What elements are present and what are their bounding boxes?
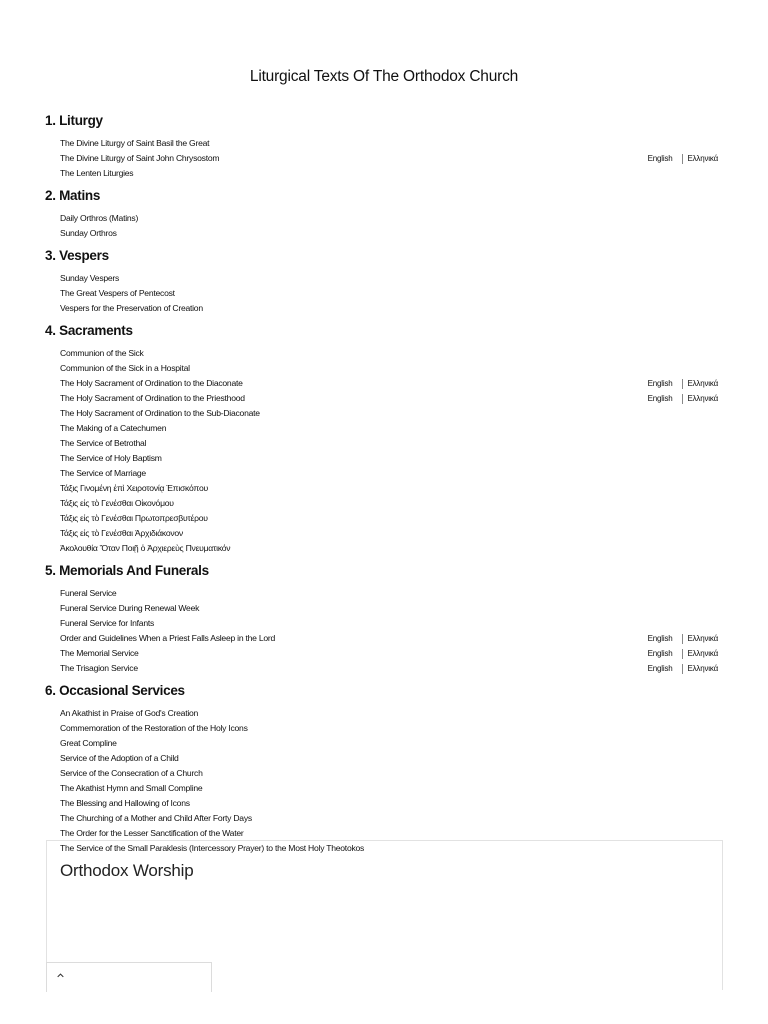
list-item [45, 736, 725, 751]
document-link[interactable]: Funeral Service During Renewal Week [60, 603, 200, 613]
list-item [45, 481, 725, 496]
page-title: Liturgical Texts Of The Orthodox Church [249, 68, 519, 85]
language-separator [682, 154, 683, 164]
section-heading: 5. Memorials And Funerals [45, 563, 209, 578]
list-item [45, 826, 725, 841]
document-link[interactable]: Ἀκολουθία Ὅταν Ποιῇ ὁ Ἀρχιερεὺς Πνευματικόν [60, 543, 231, 553]
list-item [45, 286, 725, 301]
section-4 [45, 322, 725, 556]
list-item [45, 451, 725, 466]
chevron-up-icon [57, 972, 64, 979]
language-separator [682, 379, 683, 389]
document-link[interactable]: Τάξις Γινομένη ἐπὶ Χειροτονίᾳ Ἐπισκόπου [60, 483, 208, 493]
document-link[interactable]: The Service of Holy Baptism [60, 453, 162, 463]
document-link[interactable]: The Order for the Lesser Sanctification of the Water [60, 828, 244, 838]
document-link[interactable]: Τάξις εἰς τὸ Γενέσθαι Πρωτοπρεσβυτέρου [60, 513, 208, 523]
document-link[interactable]: Sunday Orthros [60, 228, 117, 238]
section-5 [45, 562, 725, 676]
document-link[interactable]: The Holy Sacrament of Ordination to the Diaconate [60, 378, 243, 388]
document-link[interactable]: The Service of Marriage [60, 468, 146, 478]
section-2 [45, 187, 725, 241]
document-link[interactable]: The Holy Sacrament of Ordination to the Sub-Diaconate [60, 408, 260, 418]
list-item [45, 661, 725, 676]
list-item [45, 406, 725, 421]
language-links [648, 151, 718, 166]
section-heading: 2. Matins [45, 188, 101, 203]
list-item [45, 436, 725, 451]
english-link[interactable]: English [647, 649, 673, 658]
list-item [45, 376, 725, 391]
document-link[interactable]: Service of the Consecration of a Church [60, 768, 203, 778]
document-link[interactable]: Τάξις εἰς τὸ Γενέσθαι Ἀρχιδιάκονον [60, 528, 183, 538]
list-item [45, 781, 725, 796]
section-items [45, 211, 725, 241]
list-item [45, 361, 725, 376]
document-link[interactable]: Service of the Adoption of a Child [60, 753, 179, 763]
list-item [45, 226, 725, 241]
section-items [45, 706, 725, 856]
document-link[interactable]: Funeral Service [60, 588, 117, 598]
list-item [45, 631, 725, 646]
document-link[interactable]: Sunday Vespers [60, 273, 120, 283]
list-item [45, 706, 725, 721]
greek-link[interactable]: Ελληνικά [687, 649, 718, 658]
orthodox-worship-title: Orthodox Worship [60, 861, 194, 880]
greek-link[interactable]: Ελληνικά [687, 664, 718, 673]
document-link[interactable]: The Blessing and Hallowing of Icons [60, 798, 190, 808]
list-item [45, 346, 725, 361]
list-item [45, 796, 725, 811]
language-links [648, 661, 718, 676]
section-heading: 4. Sacraments [45, 323, 133, 338]
section-heading: 1. Liturgy [45, 113, 103, 128]
list-item [45, 301, 725, 316]
list-item [45, 496, 725, 511]
document-link[interactable]: Communion of the Sick in a Hospital [60, 363, 190, 373]
document-link[interactable]: The Divine Liturgy of Saint John Chrysostom [60, 153, 220, 163]
document-link[interactable]: Daily Orthros (Matins) [60, 213, 139, 223]
list-item [45, 466, 725, 481]
document-link[interactable]: Great Compline [60, 738, 117, 748]
document-link[interactable]: The Memorial Service [60, 648, 139, 658]
document-link[interactable]: The Making of a Catechumen [60, 423, 167, 433]
document-link[interactable]: Vespers for the Preservation of Creation [60, 303, 203, 313]
english-link[interactable]: English [647, 154, 673, 163]
section-items [45, 346, 725, 556]
list-item [45, 166, 725, 181]
document-link[interactable]: The Lenten Liturgies [60, 168, 134, 178]
list-item [45, 601, 725, 616]
list-item [45, 151, 725, 166]
english-link[interactable]: English [647, 634, 673, 643]
list-item [45, 391, 725, 406]
list-item [45, 271, 725, 286]
language-links [648, 646, 718, 661]
list-item [45, 511, 725, 526]
document-link[interactable]: Τάξις εἰς τὸ Γενέσθαι Οἰκονόμου [60, 498, 174, 508]
language-links [648, 376, 718, 391]
list-item [45, 616, 725, 631]
section-heading: 6. Occasional Services [45, 683, 185, 698]
list-item [45, 751, 725, 766]
liturgical-texts-list [45, 112, 725, 856]
english-link[interactable]: English [647, 394, 673, 403]
list-item [45, 646, 725, 661]
list-item [45, 586, 725, 601]
language-links [648, 631, 718, 646]
greek-link[interactable]: Ελληνικά [687, 154, 718, 163]
section-items [45, 136, 725, 181]
greek-link[interactable]: Ελληνικά [687, 379, 718, 388]
section-items [45, 586, 725, 676]
document-link[interactable]: The Akathist Hymn and Small Compline [60, 783, 203, 793]
list-item [45, 811, 725, 826]
section-items [45, 271, 725, 316]
document-link[interactable]: The Great Vespers of Pentecost [60, 288, 175, 298]
section-1 [45, 112, 725, 181]
language-separator [682, 634, 683, 644]
section-heading: 3. Vespers [45, 248, 109, 263]
document-link[interactable]: The Trisagion Service [60, 663, 138, 673]
list-item [45, 766, 725, 781]
list-item [45, 721, 725, 736]
language-separator [682, 649, 683, 659]
document-link[interactable]: The Service of Betrothal [60, 438, 147, 448]
document-link[interactable]: The Service of the Small Paraklesis (Intercessory Prayer) to the Most Holy Theotokos [60, 843, 365, 853]
document-link[interactable]: The Divine Liturgy of Saint Basil the Great [60, 138, 210, 148]
section-6 [45, 682, 725, 856]
document-link[interactable]: Communion of the Sick [60, 348, 144, 358]
language-links [648, 391, 718, 406]
document-link[interactable]: The Holy Sacrament of Ordination to the Priesthood [60, 393, 245, 403]
back-to-top-button[interactable] [46, 962, 212, 992]
document-link[interactable]: An Akathist in Praise of God's Creation [60, 708, 199, 718]
list-item [45, 421, 725, 436]
list-item [45, 211, 725, 226]
english-link[interactable]: English [647, 379, 673, 388]
list-item [45, 136, 725, 151]
language-separator [682, 394, 683, 404]
document-link[interactable]: Order and Guidelines When a Priest Falls Asleep in the Lord [60, 633, 276, 643]
list-item [45, 541, 725, 556]
greek-link[interactable]: Ελληνικά [687, 394, 718, 403]
document-link[interactable]: Commemoration of the Restoration of the Holy Icons [60, 723, 248, 733]
english-link[interactable]: English [647, 664, 673, 673]
document-link[interactable]: Funeral Service for Infants [60, 618, 155, 628]
section-3 [45, 247, 725, 316]
greek-link[interactable]: Ελληνικά [687, 634, 718, 643]
language-separator [682, 664, 683, 674]
document-link[interactable]: The Churching of a Mother and Child After Forty Days [60, 813, 252, 823]
list-item [45, 526, 725, 541]
